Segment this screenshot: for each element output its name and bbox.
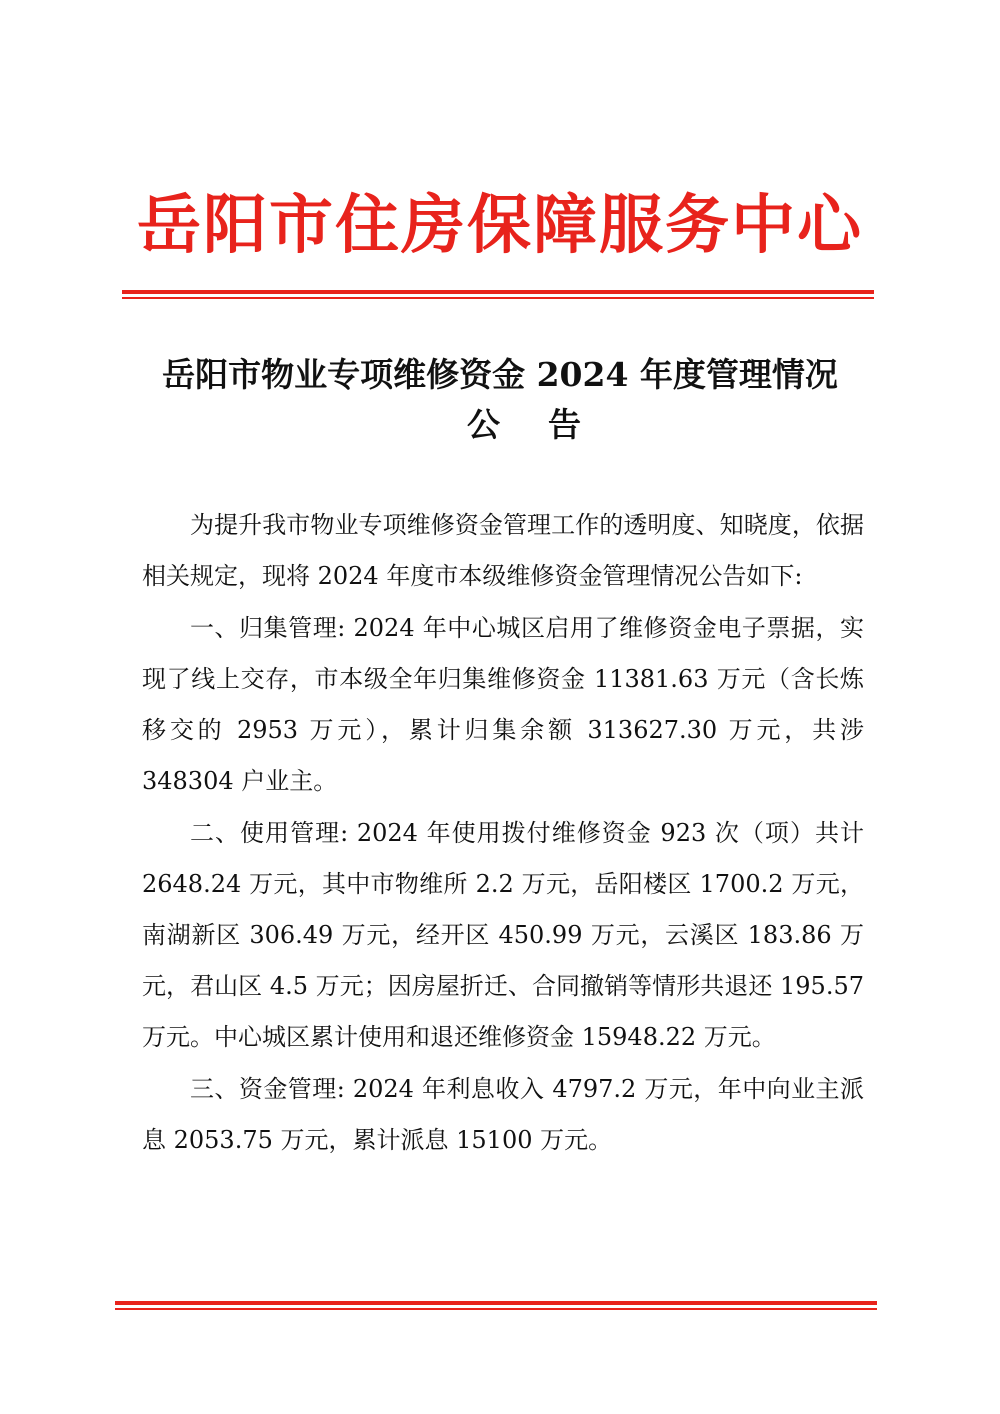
paragraph-collection-management: 一、归集管理: 2024 年中心城区启用了维修资金电子票据，实现了线上交存，市本级全年归集维修资金 11381.63 万元（含长炼移交的 2953 万元），累计归集余额 313627.30 万元，共涉 348304 户业主。 xyxy=(142,614,864,795)
paragraph-usage-management: 二、使用管理: 2024 年使用拨付维修资金 923 次（项）共计 2648.24 万元，其中市物维所 2.2 万元，岳阳楼区 1700.2 万元，南湖新区 306.49 万元，经开区 450.99 万元，云溪区 183.86 万元，君山区 4.5 万元；因房屋折迁、合同撤销等情形共退还 195.57 万元。中心城区累计使用和退还维修资金 15948.22 万元。 xyxy=(142,819,864,1051)
document-title: 岳阳市物业专项维修资金 2024 年度管理情况 xyxy=(162,355,838,394)
paragraph-intro: 为提升我市物业专项维修资金管理工作的透明度、知晓度，依据相关规定，现将 2024 年度市本级维修资金管理情况公告如下: xyxy=(142,511,864,590)
document-body xyxy=(142,500,864,1167)
footer-rule-thin xyxy=(115,1308,877,1310)
document-subtitle: 公告 xyxy=(467,405,629,444)
footer-rule-thick xyxy=(115,1301,877,1305)
paragraph-fund-management: 三、资金管理: 2024 年利息收入 4797.2 万元，年中向业主派息 2053.75 万元，累计派息 15100 万元。 xyxy=(142,1075,864,1154)
masthead-org-name: 岳阳市住房保障服务中心 xyxy=(137,189,863,263)
masthead-rule-thin xyxy=(122,297,874,299)
masthead-rule-thick xyxy=(122,290,874,294)
